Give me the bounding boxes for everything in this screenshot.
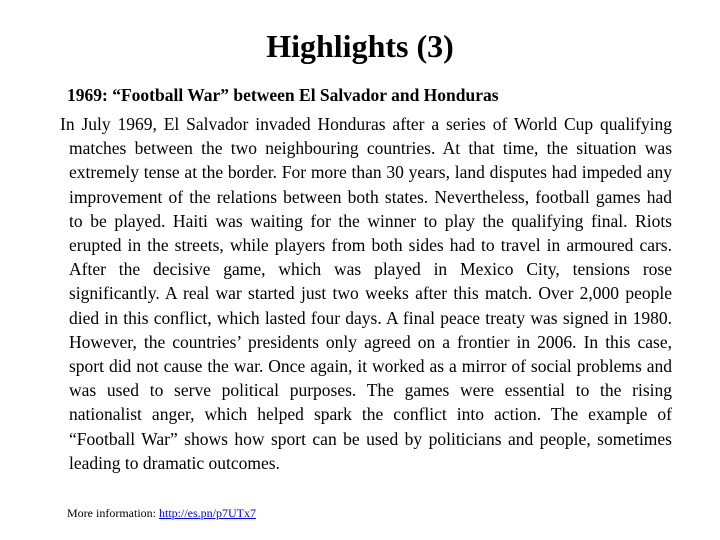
footer-label: More information: <box>67 506 159 520</box>
slide-title: Highlights (3) <box>266 28 454 64</box>
more-info-link[interactable]: http://es.pn/p7UTx7 <box>158 506 256 520</box>
footer-more-info <box>67 505 256 521</box>
section-subheading: 1969: “Football War” between El Salvador and Honduras <box>67 85 499 105</box>
body-paragraph: In July 1969, El Salvador invaded Honduras after a series of World Cup qualifying matches between the two neighbouring countries. At that time, the situation was extremely tense at the border. For more than 30 years, land disputes had impeded any improvement of the relations between both states. Nevertheless, football games had to be played. Haiti was waiting for the winner to play the qualifying final. Riots erupted in the streets, while players from both sides had to travel in armoured cars. After the decisive game, which was played in Mexico City, tensions rose significantly. A real war started just two weeks after this match. Over 2,000 people died in this conflict, which lasted four days. A final peace treaty was signed in 1980. However, the countries’ presidents only agreed on a frontier in 2006. In this case, sport did not cause the war. Once again, it worked as a mirror of social problems and was used to serve political purposes. The games were essential to the rising nationalist anger, which helped spark the conflict into action. The example of “Football War” shows how sport can be used by politicians and people, sometimes leading to dramatic outcomes. <box>60 114 672 473</box>
